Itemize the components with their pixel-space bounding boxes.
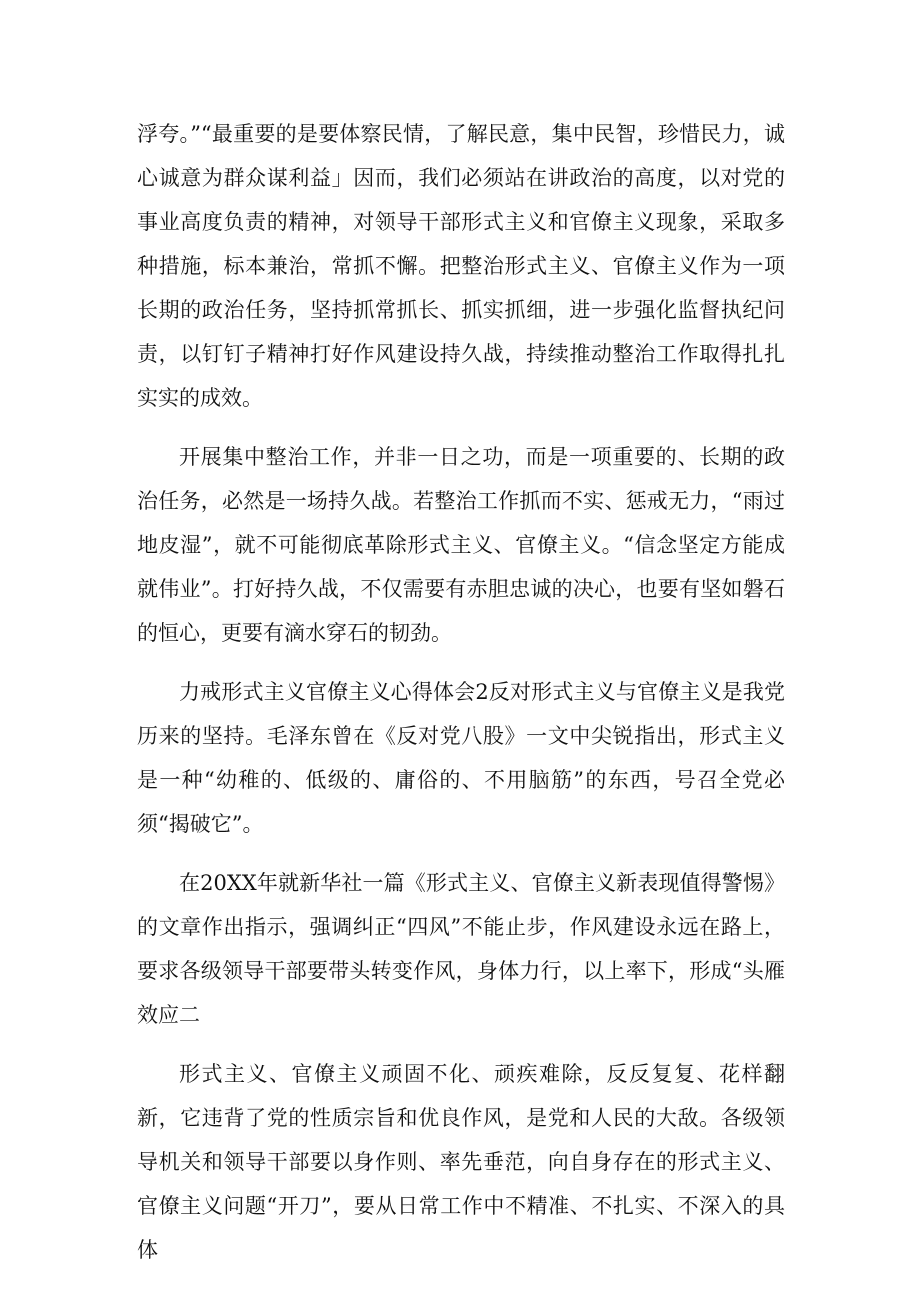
- paragraph-1: 浮夸。”“最重要的是要体察民情，了解民意，集中民智，珍惜民力，诚心诚意为群众谋利益」因而，我们必须站在讲政治的高度，以对党的事业高度负责的精神，对领导干部形式主义和官僚主义现象，采取多种措施，标本兼治，常抓不懈。把整治形式主义、官僚主义作为一项长期的政治任务，坚持抓常抓长、抓实抓细，进一步强化监督执纪问责，以钉钉子精神打好作风建设持久战，持续推动整治工作取得扎扎实实的成效。: [137, 122, 785, 410]
- paragraph-2: 开展集中整治工作，并非一日之功，而是一项重要的、长期的政治任务，必然是一场持久战。若整治工作抓而不实、惩戒无力，“雨过地皮湿”，就不可能彻底革除形式主义、官僚主义。“信念坚定方能成就伟业”。打好持久战，不仅需要有赤胆忠诚的决心，也要有坚如磐石的恒心，更要有滴水穿石的韧劲。: [137, 445, 785, 645]
- paragraph-3: 力戒形式主义官僚主义心得体会2反对形式主义与官僚主义是我党历来的坚持。毛泽东曾在《反对党八股》一文中尖锐指出，形式主义是一种“幼稚的、低级的、庸俗的、不用脑筋”的东西，号召全党必须“揭破它”。: [137, 680, 785, 836]
- document-body: [137, 112, 785, 1287]
- paragraph-5: 形式主义、官僚主义顽固不化、顽疾难除，反反复复、花样翻新，它违背了党的性质宗旨和优良作风，是党和人民的大敌。各级领导机关和领导干部要以身作则、率先垂范，向自身存在的形式主义、官僚主义问题“开刀”，要从日常工作中不精准、不扎实、不深入的具体: [137, 1062, 785, 1262]
- paragraph-4: 在20XX年就新华社一篇《形式主义、官僚主义新表现值得警惕》的文章作出指示，强调纠正“四风”不能止步，作风建设永远在路上，要求各级领导干部要带头转变作风，身体力行，以上率下，形成“头雁效应二: [137, 871, 785, 1027]
